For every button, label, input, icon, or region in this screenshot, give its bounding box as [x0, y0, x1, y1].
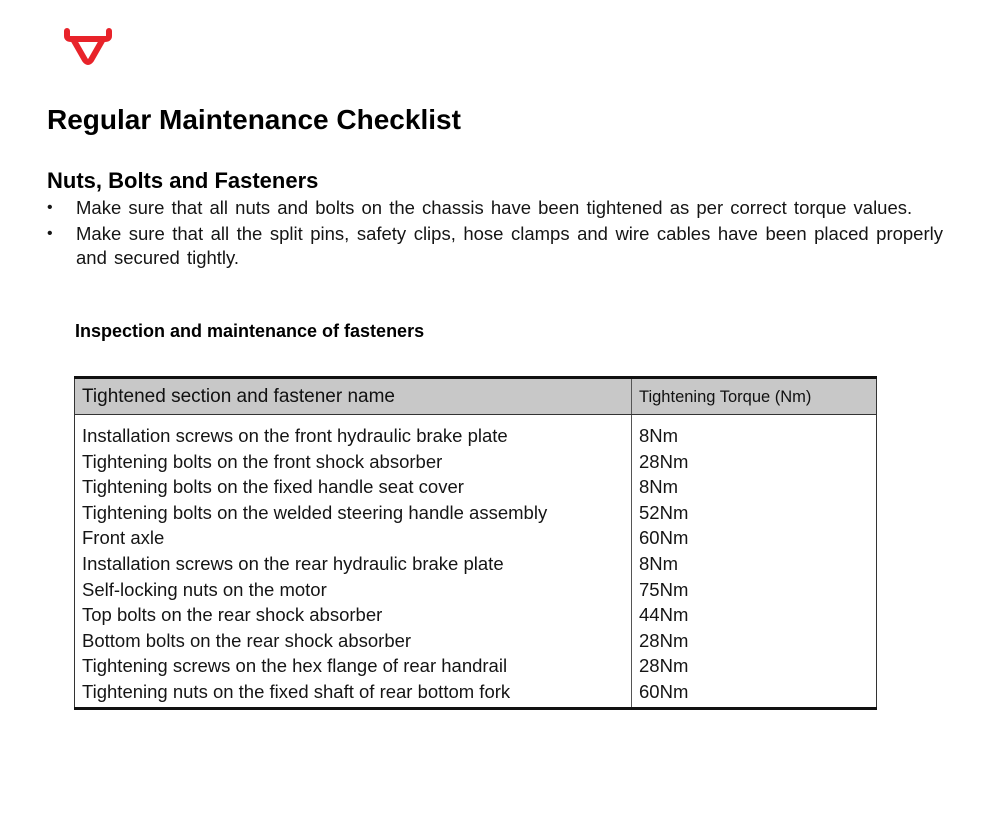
table-row — [75, 679, 877, 708]
fastener-name-cell: Front axle — [75, 525, 632, 551]
torque-value-cell: 44Nm — [639, 604, 689, 626]
fastener-name-cell: Tightening screws on the hex flange of rear handrail — [75, 653, 632, 679]
subsection-title: Inspection and maintenance of fasteners — [75, 321, 425, 341]
fastener-name-cell: Installation screws on the rear hydraulic brake plate — [75, 551, 632, 577]
torque-value-cell: 8Nm — [639, 476, 679, 498]
table-row — [75, 415, 877, 449]
table-row — [75, 500, 877, 526]
torque-value-cell: 28Nm — [639, 629, 689, 651]
section-title: Nuts, Bolts and Fasteners — [47, 168, 319, 193]
torque-value-cell: 75Nm — [639, 578, 689, 600]
fastener-name-cell: Top bolts on the rear shock absorber — [75, 602, 632, 628]
bullet-item — [47, 222, 943, 271]
fastener-name-cell: Bottom bolts on the rear shock absorber — [75, 628, 632, 654]
table-row — [75, 653, 877, 679]
fastener-name-cell: Tightening bolts on the welded steering handle assembly — [75, 500, 632, 526]
table-header-row — [75, 378, 877, 415]
table-row — [75, 602, 877, 628]
table-row — [75, 474, 877, 500]
table-row — [75, 525, 877, 551]
bullet-text: Make sure that all nuts and bolts on the chassis have been tightened as per correct torque values. — [76, 197, 913, 218]
bullet-icon: • — [47, 224, 53, 242]
bullet-list — [47, 196, 943, 272]
torque-value-cell: 8Nm — [639, 552, 679, 574]
fastener-name-cell: Tightening nuts on the fixed shaft of rear bottom fork — [75, 679, 632, 708]
fastener-name-cell: Installation screws on the front hydraulic brake plate — [75, 415, 632, 449]
bull-horns-logo-icon — [58, 22, 118, 68]
fastener-name-cell: Self-locking nuts on the motor — [75, 577, 632, 603]
column-header-fastener: Tightened section and fastener name — [75, 378, 632, 415]
table-row — [75, 577, 877, 603]
table-body — [75, 415, 877, 709]
bullet-item — [47, 196, 943, 221]
column-header-torque: Tightening Torque (Nm) — [632, 378, 877, 415]
torque-value-cell: 60Nm — [639, 527, 689, 549]
torque-value-cell: 28Nm — [639, 655, 689, 677]
fastener-name-cell: Tightening bolts on the front shock absorber — [75, 449, 632, 475]
table-row — [75, 449, 877, 475]
torque-value-cell: 8Nm — [639, 425, 679, 446]
torque-value-cell: 52Nm — [639, 501, 689, 523]
fastener-name-cell: Tightening bolts on the fixed handle seat cover — [75, 474, 632, 500]
table-row — [75, 628, 877, 654]
torque-value-cell: 28Nm — [639, 450, 689, 472]
table-row — [75, 551, 877, 577]
bullet-icon: • — [47, 199, 53, 216]
fastener-torque-table — [74, 376, 877, 710]
page-title: Regular Maintenance Checklist — [47, 104, 461, 135]
torque-value-cell: 60Nm — [639, 680, 689, 702]
bullet-text: Make sure that all the split pins, safety clips, hose clamps and wire cables have been placed properly and secured tightly. — [76, 222, 943, 268]
